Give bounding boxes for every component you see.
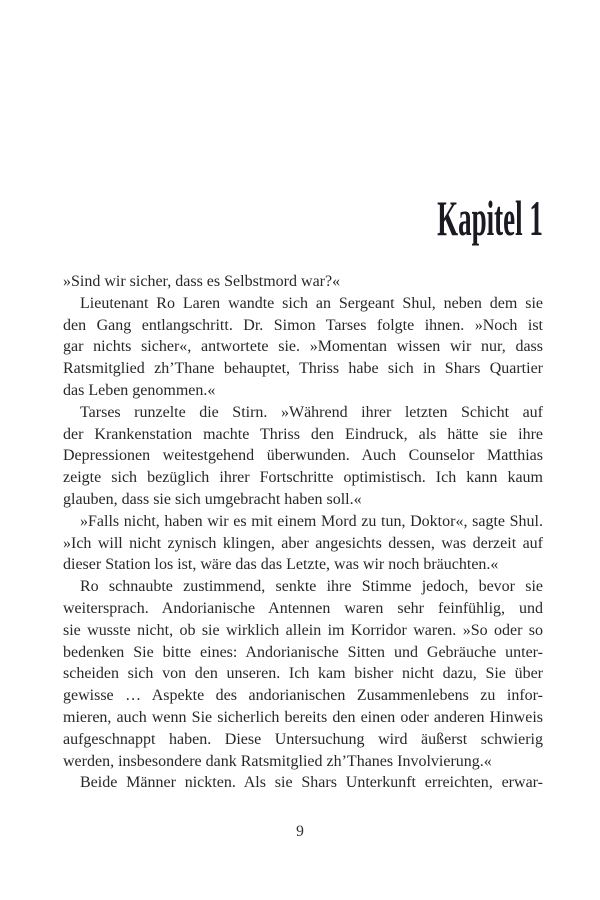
- text-line: glauben, dass sie sich umgebracht haben soll.«: [63, 490, 362, 508]
- text-line: Ratsmitglied zh’Thane behauptet, Thriss habe sich in Shars Quartier: [63, 360, 543, 378]
- text-line: zeigte sich bezüglich ihrer Fortschritte optimistisch. Ich kann kaum: [63, 469, 543, 487]
- text-line: der Krankenstation machte Thriss den Eindruck, als hätte sie ihre: [63, 425, 543, 443]
- text-line: den Gang entlangschritt. Dr. Simon Tarses folgte ihnen. »Noch ist: [63, 316, 543, 334]
- text-line: gewisse … Aspekte des andorianischen Zusammenlebens zu infor-: [63, 687, 543, 705]
- text-line: dieser Station los ist, wäre das das Letzte, was wir noch bräuchten.«: [63, 556, 499, 574]
- page-number: 9: [296, 823, 304, 840]
- text-line: bedenken Sie bitte eines: Andorianische Sitten und Gebräuche unter-: [63, 643, 543, 661]
- body-text: [63, 271, 543, 794]
- text-line: aufgeschnappt haben. Diese Untersuchung wird äußerst schwierig: [63, 730, 543, 748]
- text-line: gar nichts sicher«, antwortete sie. »Momentan wissen wir nur, dass: [63, 338, 543, 356]
- text-line: Ro schnaubte zustimmend, senkte ihre Stimme jedoch, bevor sie: [80, 578, 543, 596]
- text-line: »Ich will nicht zynisch klingen, aber angesichts dessen, was derzeit auf: [63, 534, 543, 552]
- text-line: Tarses runzelte die Stirn. »Während ihrer letzten Schicht auf: [80, 403, 543, 421]
- chapter-heading: [347, 190, 543, 251]
- text-line: Depressionen weitestgehend überwunden. Auch Counselor Matthias: [63, 447, 543, 465]
- text-line: werden, insbesondere dank Ratsmitglied zh’Thanes Involvierung.«: [63, 752, 492, 770]
- text-line: das Leben genommen.«: [63, 381, 216, 399]
- text-line: »Falls nicht, haben wir es mit einem Mord zu tun, Doktor«, sagte Shul.: [80, 512, 543, 530]
- text-line: sie wusste nicht, ob sie wirklich allein im Korridor waren. »So oder so: [63, 621, 543, 639]
- chapter-heading-text: Kapitel 1: [437, 190, 543, 246]
- text-line: weitersprach. Andorianische Antennen waren sehr feinfühlig, und: [63, 599, 543, 617]
- text-line: Lieutenant Ro Laren wandte sich an Sergeant Shul, neben dem sie: [80, 294, 543, 312]
- text-line: »Sind wir sicher, dass es Selbstmord war?«: [63, 273, 341, 290]
- text-line: mieren, auch wenn Sie sicherlich bereits den einen oder anderen Hinweis: [63, 708, 543, 726]
- text-line: scheiden sich von den unseren. Ich kam bisher nicht dazu, Sie über: [63, 665, 543, 683]
- text-line: Beide Männer nickten. Als sie Shars Unterkunft erreichten, erwar-: [80, 774, 543, 792]
